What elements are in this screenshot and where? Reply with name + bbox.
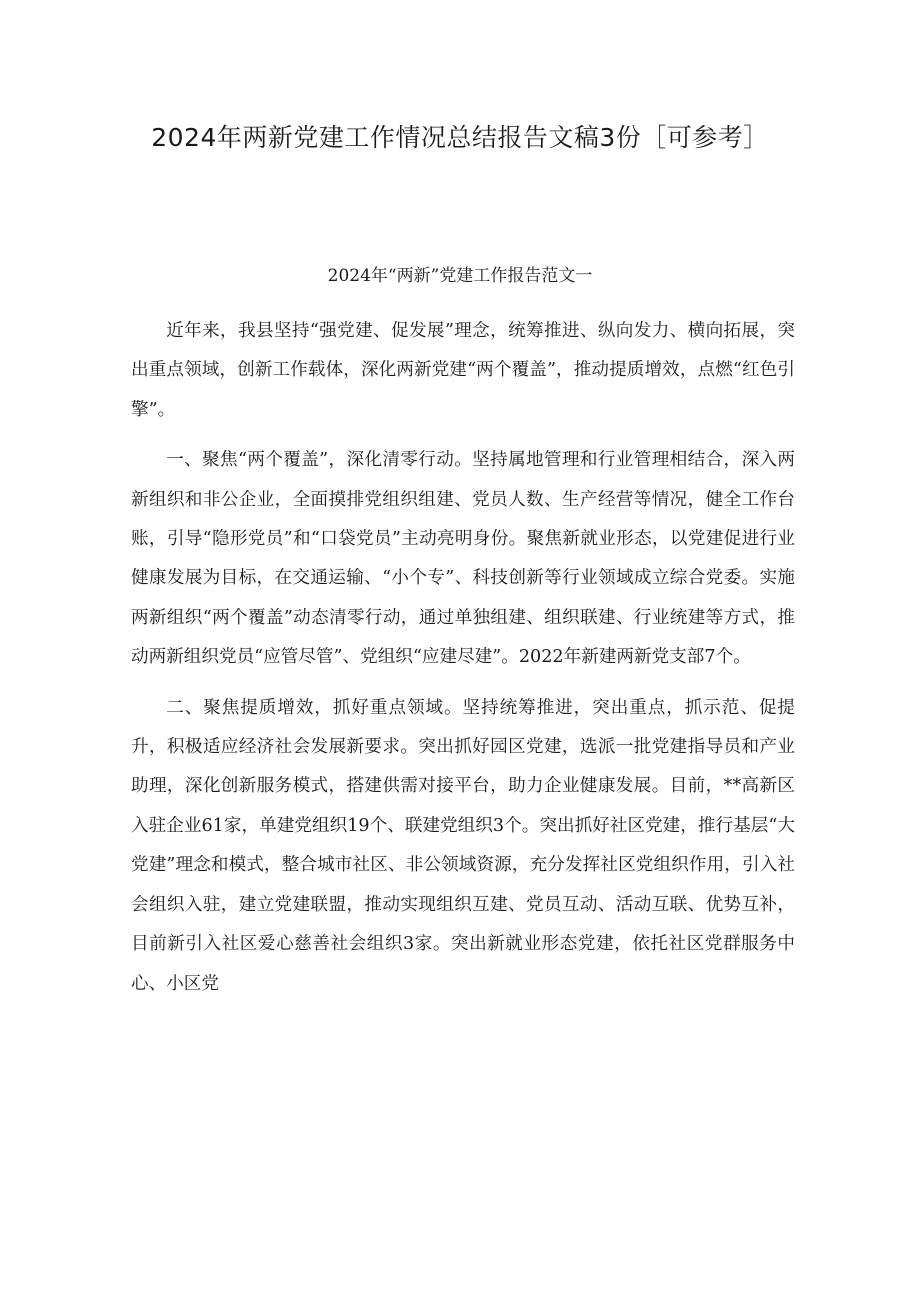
document-title: 2024年两新党建工作情况总结报告文稿3份［可参考］ — [151, 123, 769, 152]
paragraph-section-one: 一、聚焦“两个覆盖”，深化清零行动。坚持属地管理和行业管理相结合，深入两新组织和非公企业，全面摸排党组织组建、党员人数、生产经营等情况，健全工作台账，引导“隐形党员”和“口袋党员”主动亮明身份。聚焦新就业形态，以党建促进行业健康发展为目标，在交通运输、“小个专”、科技创新等行业领域成立综合党委。实施两新组织“两个覆盖”动态清零行动，通过单独组建、组织联建、行业统建等方式，推动两新组织党员“应管尽管”、党组织“应建尽建”。2022年新建两新党支部7个。 — [131, 450, 795, 668]
document-body — [131, 312, 795, 1015]
section-title: 2024年“两新”党建工作报告范文一 — [327, 266, 593, 286]
paragraph-intro: 近年来，我县坚持“强党建、促发展”理念，统筹推进、纵向发力、横向拓展，突出重点领域，创新工作载体，深化两新党建“两个覆盖”，推动提质增效，点燃“红色引擎”。 — [131, 321, 795, 420]
paragraph-section-two: 二、聚焦提质增效，抓好重点领域。坚持统筹推进，突出重点，抓示范、促提升，积极适应经济社会发展新要求。突出抓好园区党建，选派一批党建指导员和产业助理，深化创新服务模式，搭建供需对接平台，助力企业健康发展。目前，**高新区入驻企业61家，单建党组织19个、联建党组织3个。突出抓好社区党建，推行基层“大党建”理念和模式，整合城市社区、非公领域资源，充分发挥社区党组织作用，引入社会组织入驻，建立党建联盟，推动实现组织互建、党员互动、活动互联、优势互补，目前新引入社区爱心慈善社会组织3家。突出新就业形态党建，依托社区党群服务中心、小区党 — [131, 697, 795, 994]
